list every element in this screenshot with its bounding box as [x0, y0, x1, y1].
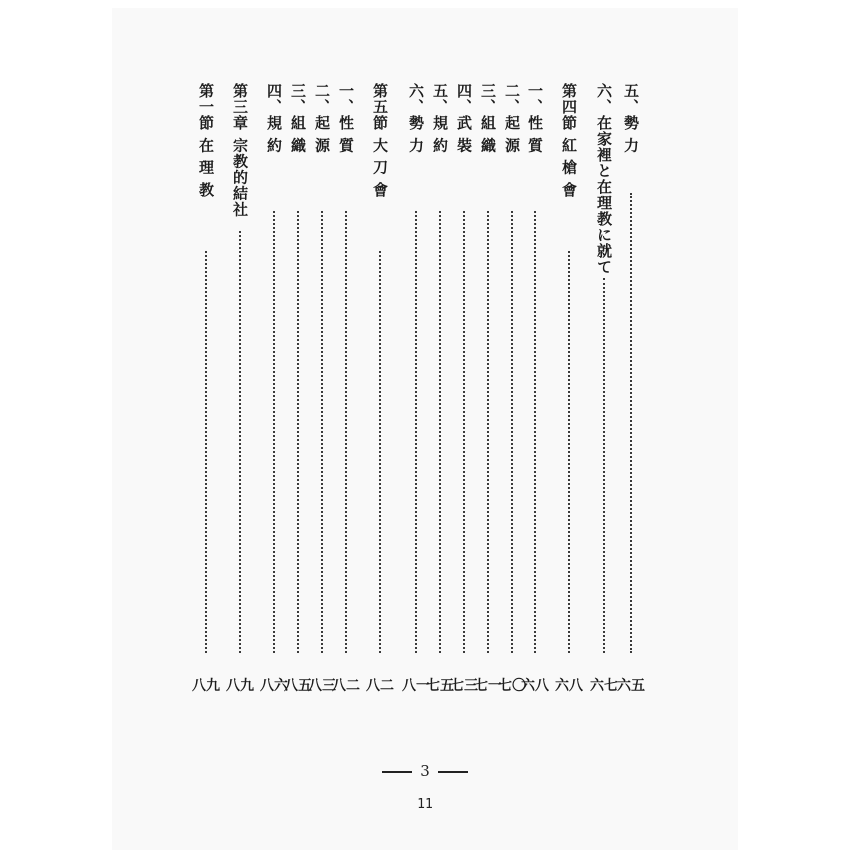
toc-entry	[192, 83, 220, 710]
toc-entry-page: 六五	[617, 678, 645, 694]
toc-entry-page: 八六	[260, 678, 288, 694]
toc-entry-page: 八九	[226, 678, 254, 694]
toc-entry-title: 第三章 宗教的結社	[231, 83, 249, 218]
toc-entry	[308, 83, 336, 710]
leader-dots	[297, 211, 299, 653]
toc-entry-title: 六、勢 力	[407, 83, 425, 154]
leader-dots	[273, 211, 275, 653]
toc-entry-page: 八一	[402, 678, 430, 694]
toc-entry-page: 八九	[192, 678, 220, 694]
toc-entry	[402, 83, 430, 710]
toc-entry-title: 二、起 源	[313, 83, 331, 154]
toc-entry	[498, 83, 526, 710]
toc-entry	[260, 83, 288, 710]
toc-entry-page: 七〇	[498, 678, 526, 694]
toc-entry-page: 八五	[284, 678, 312, 694]
toc-entry-page: 八二	[332, 678, 360, 694]
leader-dots	[415, 211, 417, 653]
page-number	[368, 762, 482, 780]
toc-entry-title: 四、武 裝	[455, 83, 473, 154]
leader-dots	[379, 251, 381, 653]
toc-entry	[474, 83, 502, 710]
toc-entry-page: 七五	[426, 678, 454, 694]
page-number-dash	[382, 771, 412, 773]
toc-entry-title: 三、組 織	[479, 83, 497, 154]
leader-dots	[487, 211, 489, 653]
leader-dots	[568, 251, 570, 653]
toc-entry	[450, 83, 478, 710]
toc-entry	[555, 83, 583, 710]
leader-dots	[630, 193, 632, 653]
leader-dots	[511, 211, 513, 653]
toc-entry	[284, 83, 312, 710]
toc-entry	[590, 83, 618, 710]
toc-entry-title: 二、起 源	[503, 83, 521, 154]
toc-entry-title: 五、規 約	[431, 83, 449, 154]
toc-entry	[426, 83, 454, 710]
toc-entry-page: 六八	[521, 678, 549, 694]
page-number-dash	[438, 771, 468, 773]
toc-entry-page: 六八	[555, 678, 583, 694]
leader-dots	[439, 211, 441, 653]
toc-entry-title: 六、在家裡と在理教に就て	[595, 83, 613, 275]
leader-dots	[345, 211, 347, 653]
toc-entry	[332, 83, 360, 710]
leader-dots	[534, 211, 536, 653]
toc-entry-page: 七三	[450, 678, 478, 694]
page-number-value: 3	[420, 762, 430, 780]
leader-dots	[603, 278, 605, 653]
toc-entry-title: 四、規 約	[265, 83, 283, 154]
toc-entry	[226, 83, 254, 710]
toc-entry-title: 第一節 在 理 教	[197, 83, 215, 198]
toc-entry-page: 八二	[366, 678, 394, 694]
toc-entry-title: 五、勢 力	[622, 83, 640, 154]
sheet-number: 11	[417, 797, 433, 812]
toc-entry-title: 一、性 質	[337, 83, 355, 154]
toc-entry-page: 七一	[474, 678, 502, 694]
toc-entry-title: 三、組 織	[289, 83, 307, 154]
leader-dots	[205, 251, 207, 653]
toc-entry-title: 第四節 紅 槍 會	[560, 83, 578, 198]
leader-dots	[321, 211, 323, 653]
toc-entry-page: 六七	[590, 678, 618, 694]
leader-dots	[463, 211, 465, 653]
toc-entry-title: 第五節 大 刀 會	[371, 83, 389, 198]
toc-entry-page: 八三	[308, 678, 336, 694]
toc-entry-title: 一、性 質	[526, 83, 544, 154]
toc-entry	[366, 83, 394, 710]
leader-dots	[239, 231, 241, 653]
toc-entry	[617, 83, 645, 710]
